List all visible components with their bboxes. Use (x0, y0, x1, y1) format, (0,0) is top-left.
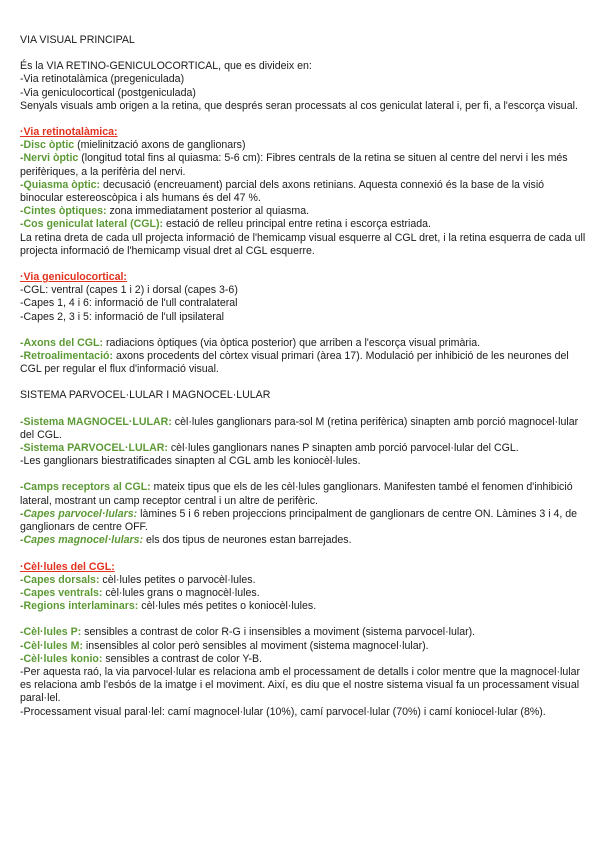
cells-m-desc: insensibles al color però sensibles al moviment (sistema magnocel·lular). (82, 639, 429, 652)
retroalimentacio-desc: axons procedents del còrtex visual primari (àrea 17). Modulació per inhibició de les neurones del CGL per regular el flux d'informació visual. (20, 350, 569, 376)
cells-p-desc: sensibles a contrast de color R-G i insensibles a moviment (sistema parvocel·lular). (81, 626, 476, 639)
capes-dorsals-desc: cèl·lules petites o parvocèl·lules. (99, 573, 256, 586)
intro-line-4: Senyals visuals amb origen a la retina, que després seran processats al cos geniculat lateral i, per fi, a l'escorça visual. (20, 99, 578, 112)
capes-parvo-term: -Capes parvocel·lulars: (20, 507, 138, 520)
cos-geniculat-term: -Cos geniculat lateral (CGL): (20, 218, 164, 231)
cintes-optiques-term: -Cintes òptiques: (20, 205, 107, 218)
camps-receptors-desc: mateix tipus que els de les cèl·lules ganglionars. Manifesten també el fenomen d'inhibició lateral, mostrant un camp receptor central i un altre de perifèric. (20, 481, 573, 507)
quiasma-optic-term: -Quiasma òptic: (20, 178, 101, 191)
camps-section (20, 481, 586, 547)
capes-magno-term: -Capes magnocel·lulars: (20, 534, 144, 547)
intro-line-3: -Via geniculocortical (postgeniculada) (20, 86, 196, 99)
sistema-section (20, 389, 586, 468)
geniculocortical-heading: ·Via geniculocortical: (20, 271, 127, 284)
retinotalamica-section (20, 126, 586, 258)
intro-line-1: És la VIA RETINO-GENICULOCORTICAL, que es divideix en: (20, 60, 312, 73)
sistema-magno-term: -Sistema MAGNOCEL·LULAR: (20, 415, 172, 428)
cells-heading: ·Cèl·lules del CGL: (20, 560, 115, 573)
cos-geniculat-desc: estació de relleu principal entre retina i escorça estriada. (163, 218, 431, 231)
ipsilateral-line: -Capes 2, 3 i 5: informació de l'ull ipsilateral (20, 310, 224, 323)
per-aquesta-rao-text: -Per aquesta raó, la via parvocel·lular es relaciona amb el processament de detalls i color mentre que la magnocel·lular es relaciona amb l'esbós de la imatge i el moviment. Així, es diu que el nostre sistema visual fa un processament visual paral·lel. (20, 665, 580, 705)
sistema-parvo-term: -Sistema PARVOCEL·LULAR: (20, 442, 168, 455)
camps-receptors-term: -Camps receptors al CGL: (20, 481, 151, 494)
regions-interlaminars-desc: cèl·lules més petites o koniocèl·lules. (138, 600, 317, 613)
contralateral-line: -Capes 1, 4 i 6: informació de l'ull contralateral (20, 297, 238, 310)
retinotalamica-heading: ·Via retinotalàmica: (20, 126, 118, 139)
disc-optic-term: -Disc òptic (20, 139, 75, 152)
cells-p-term: -Cèl·lules P: (20, 626, 82, 639)
axons-cgl-desc: radiacions òptiques (via òptica posterior) que arriben a l'escorça visual primària. (103, 336, 481, 349)
cells-section (20, 561, 586, 719)
biestratificades-line: -Les ganglionars biestratificades sinapten al CGL amb les koniocèl·lules. (20, 455, 361, 468)
intro-line-2: -Via retinotalàmica (pregeniculada) (20, 73, 185, 86)
processament-parallel-text: -Processament visual paral·lel: camí magnocel·lular (10%), camí parvocel·lular (70%) i camí koniocel·lular (8%). (20, 705, 546, 718)
capes-magno-desc: els dos tipus de neurones estan barrejades. (143, 534, 352, 547)
sistema-magno-desc: cèl·lules ganglionars para-sol M (retina perifèrica) sinapten amb porció magnocel·lular del CGL. (20, 415, 579, 441)
sistema-parvo-desc: cèl·lules ganglionars nanes P sinapten amb porció parvocel·lular del CGL. (167, 442, 519, 455)
regions-interlaminars-term: -Regions interlaminars: (20, 600, 139, 613)
cgl-layers-line: -CGL: ventral (capes 1 i 2) i dorsal (capes 3-6) (20, 284, 238, 297)
capes-ventrals-desc: cèl·lules grans o magnocèl·lules. (102, 586, 260, 599)
capes-dorsals-term: -Capes dorsals: (20, 573, 100, 586)
cells-m-term: -Cèl·lules M: (20, 639, 83, 652)
cells-konio-desc: sensibles a contrast de color Y-B. (102, 652, 262, 665)
sistema-heading: SISTEMA PARVOCEL·LULAR I MAGNOCEL·LULAR (20, 389, 271, 402)
quiasma-optic-desc: decusació (encreuament) parcial dels axons retinians. Aquesta connexió és la base de la visió binocular estereoscòpica i als humans és del 47 %. (20, 178, 545, 205)
capes-ventrals-term: -Capes ventrals: (20, 586, 103, 599)
nervi-optic-desc: (longitud total fins al quiasma: 5-6 cm): Fibres centrals de la retina se situen al centre del nervi i les més perifèriques, a la perifèria del nervi. (20, 152, 568, 178)
retroalimentacio-term: -Retroalimentació: (20, 350, 114, 363)
cintes-optiques-desc: zona immediatament posterior al quiasma. (106, 205, 310, 218)
retina-projection-text: La retina dreta de cada ull projecta informació de l'hemicamp visual esquerre al CGL dret, i la retina esquerra de cada ull projecta informació de l'hemicamp visual dret al CGL esquerre. (20, 231, 586, 257)
geniculocortical-section (20, 271, 586, 376)
axons-cgl-term: -Axons del CGL: (20, 336, 103, 349)
page-title: VIA VISUAL PRINCIPAL (20, 34, 135, 46)
cells-konio-term: -Cèl·lules konio: (20, 652, 103, 665)
nervi-optic-term: -Nervi òptic (20, 152, 79, 165)
disc-optic-desc: (mielinització axons de ganglionars) (74, 139, 246, 152)
capes-parvo-desc: làmines 5 i 6 reben projeccions principalment de ganglionars de centre ON. Làmines 3 i 4, de ganglionars de centre OFF. (20, 507, 578, 534)
